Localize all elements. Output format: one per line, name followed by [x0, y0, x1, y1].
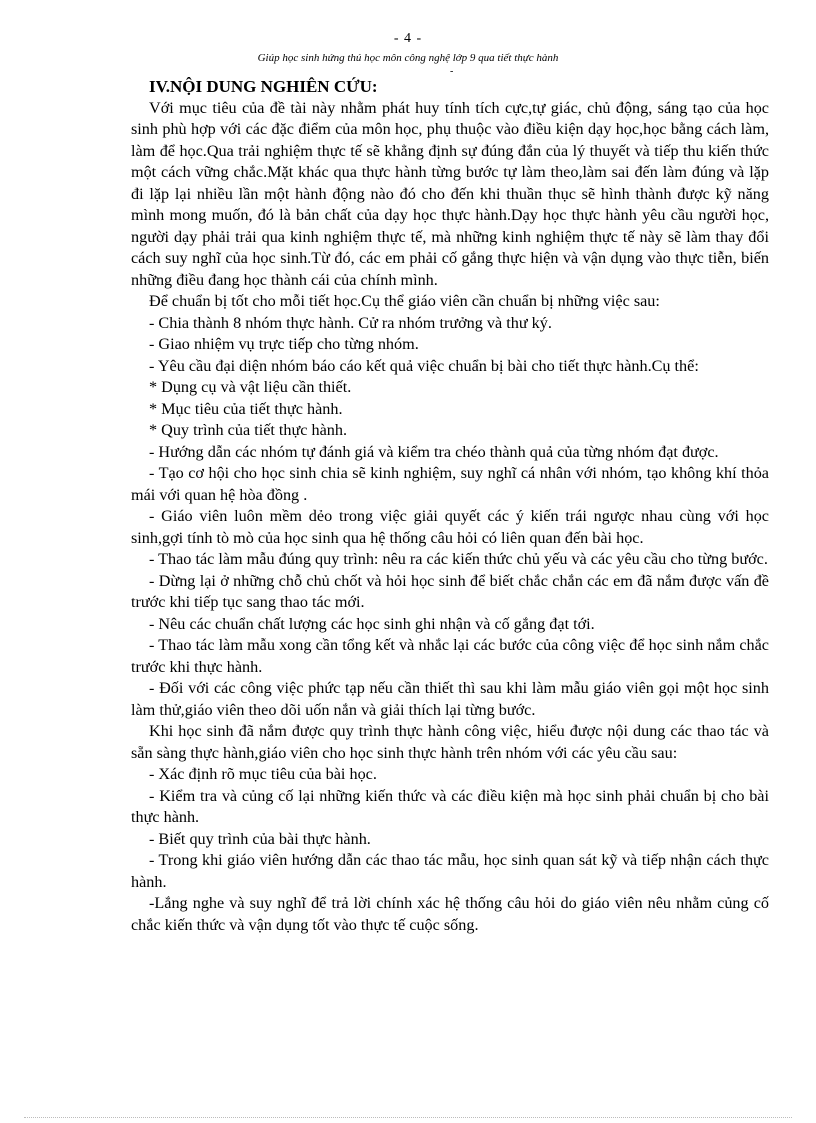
header-dot: - — [450, 66, 454, 77]
list-item: - Hướng dẫn các nhóm tự đánh giá và kiểm tra chéo thành quả của từng nhóm đạt được. — [149, 442, 719, 461]
list-item: - Thao tác làm mẫu xong cần tổng kết và nhắc lại các bước của công việc để học sinh nắm chắc trước khi thực hành. — [131, 636, 769, 676]
list-item: - Biết quy trình của bài thực hành. — [149, 829, 371, 848]
sub-item: * Quy trình của tiết thực hành. — [149, 421, 348, 439]
prep-intro: Để chuẩn bị tốt cho mỗi tiết học.Cụ thể giáo viên cần chuẩn bị những việc sau: — [149, 292, 660, 310]
sub-item: * Mục tiêu của tiết thực hành. — [149, 399, 343, 418]
section-heading: IV.NỘI DUNG NGHIÊN CỨU: — [149, 77, 378, 96]
list-item: - Giao nhiệm vụ trực tiếp cho từng nhóm. — [149, 335, 419, 353]
list-item: - Xác định rõ mục tiêu của bài học. — [149, 765, 377, 783]
list-item: - Tạo cơ hội cho học sinh chia sẽ kinh nghiệm, suy nghĩ cá nhân với nhóm, tạo không khí thỏa mái với quan hệ hòa đồng . — [131, 464, 769, 504]
list-item: - Nêu các chuẩn chất lượng các học sinh ghi nhận và cố gắng đạt tới. — [149, 614, 595, 633]
practice-intro: Khi học sinh đã nắm được quy trình thực hành công việc, hiểu được nội dung các thao tác và sẵn sàng thực hành,giáo viên cho học sinh thực hành trên nhóm với các yêu cầu sau: — [131, 722, 769, 762]
document-body — [131, 76, 769, 936]
list-item: - Thao tác làm mẫu đúng quy trình: nêu ra các kiến thức chủ yếu và các yêu cầu cho từng bước. — [149, 550, 768, 568]
list-item: - Đối với các công việc phức tạp nếu cần thiết thì sau khi làm mẫu giáo viên gọi một học sinh làm thử,giáo viên theo dõi uốn nắn và giải thích lại từng bước. — [131, 679, 769, 719]
list-item: - Giáo viên luôn mềm dẻo trong việc giải quyết các ý kiến trái ngược nhau cùng với học sinh,gợi tính tò mò của học sinh qua hệ thống câu hỏi có liên quan đến bài học. — [131, 507, 769, 547]
sub-item: * Dụng cụ và vật liệu cần thiết. — [149, 378, 352, 396]
bottom-divider — [24, 1117, 792, 1118]
intro-paragraph: Với mục tiêu của đề tài này nhằm phát huy tính tích cực,tự giác, chủ động, sáng tạo của học sinh phù hợp với các đặc điểm của môn học, phụ thuộc vào điều kiện dạy học,học bằng cách làm, làm để học.Qua trải nghiệm thực tế sẽ khẳng định sự đúng đắn của lý thuyết và tiếp thu kiến thức một cách vững chắc.Mặt khác qua thực hành từng bước tự làm theo,làm sai đến làm đúng và lặp đi lặp lại nhiều lần một hành động nào đó cho đến khi thuần thục sẽ hình thành được kỹ năng mình mong muốn, đó là bản chất của dạy học thực hành.Dạy học thực hành yêu cầu người học, người dạy phải trải qua kinh nghiệm thực tế, mà những kinh nghiệm thực tế này sẽ làm thay đổi cách suy nghĩ của học sinh.Từ đó, các em phải cố gắng thực hiện và vận dụng vào thực tiễn, biến những điều đang học thành cái của chính mình. — [131, 98, 769, 289]
list-item: - Yêu cầu đại diện nhóm báo cáo kết quả việc chuẩn bị bài cho tiết thực hành.Cụ thể: — [149, 356, 699, 375]
page-number: - 4 - — [393, 31, 423, 46]
list-item: - Dừng lại ở những chỗ chủ chốt và hỏi học sinh để biết chắc chắn các em đã nắm được vấn đề trước khi tiếp tục sang thao tác mới. — [131, 571, 769, 611]
list-item: -Lắng nghe và suy nghĩ để trả lời chính xác hệ thống câu hỏi do giáo viên nêu nhằm củng cố chắc kiến thức và vận dụng tốt vào thực tế cuộc sống. — [131, 894, 769, 934]
list-item: - Trong khi giáo viên hướng dẫn các thao tác mẫu, học sinh quan sát kỹ và tiếp nhận cách thực hành. — [131, 851, 769, 891]
running-header: Giúp học sinh hứng thú học môn công nghệ lớp 9 qua tiết thực hành — [257, 52, 559, 64]
list-item: - Kiểm tra và củng cố lại những kiến thức và các điều kiện mà học sinh phải chuẩn bị cho bài thực hành. — [131, 786, 769, 826]
list-item: - Chia thành 8 nhóm thực hành. Cử ra nhóm trưởng và thư ký. — [149, 313, 552, 332]
